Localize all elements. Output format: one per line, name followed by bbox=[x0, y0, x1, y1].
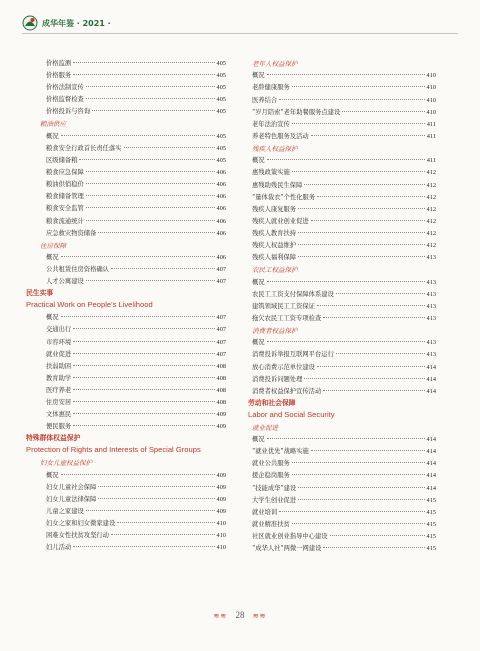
toc-entry bbox=[26, 167, 226, 179]
dot-leader bbox=[267, 341, 425, 342]
dot-leader bbox=[79, 159, 214, 160]
toc-entry-page: 411 bbox=[426, 132, 436, 140]
dot-leader bbox=[73, 74, 214, 75]
toc-entry-title: 教育助学 bbox=[46, 374, 72, 382]
toc-entry-title: 消费投诉举报互联网平台运行 bbox=[252, 351, 334, 359]
dot-leader bbox=[92, 110, 214, 111]
toc-entry bbox=[248, 82, 436, 94]
dot-leader bbox=[311, 220, 425, 221]
dot-leader bbox=[86, 207, 215, 208]
dot-leader bbox=[336, 293, 425, 294]
toc-entry-page: 408 bbox=[216, 362, 226, 370]
toc-entry-title: 公共租赁住房资格确认 bbox=[46, 266, 109, 274]
dot-leader bbox=[298, 232, 424, 233]
toc-entry-title: 价格法制宣传 bbox=[46, 84, 84, 92]
dot-leader bbox=[292, 474, 425, 475]
toc-entry-page: 412 bbox=[426, 217, 436, 225]
toc-entry-title: 粮油供俏稳价 bbox=[46, 181, 84, 189]
toc-entry-page: 411 bbox=[426, 120, 436, 128]
dot-leader bbox=[317, 366, 425, 367]
dot-leader bbox=[73, 365, 214, 366]
dot-leader bbox=[124, 147, 215, 148]
toc-entry bbox=[26, 530, 226, 542]
toc-entry bbox=[248, 192, 436, 204]
toc-entry bbox=[248, 180, 436, 192]
toc-entry-title: 市容环境 bbox=[46, 338, 72, 346]
toc-entry-title: 粮食储备管理 bbox=[46, 193, 84, 201]
toc-entry-page: 414 bbox=[426, 484, 436, 492]
toc-entry bbox=[26, 106, 226, 118]
dot-leader bbox=[61, 135, 215, 136]
toc-entry-title: 残疾人康复服务 bbox=[252, 205, 297, 213]
toc-entry bbox=[26, 385, 226, 397]
toc-entry-title: 粮食安全行政首长责任落实 bbox=[46, 144, 122, 152]
toc-entry-title: 概况 bbox=[252, 436, 265, 444]
toc-entry-title: “就业优先”战略实施 bbox=[252, 448, 309, 456]
dot-leader bbox=[267, 438, 425, 439]
subsection-title-migrant-workers: 农民工权益保护 bbox=[252, 266, 298, 275]
dot-leader bbox=[86, 171, 215, 172]
toc-entry-page: 414 bbox=[426, 387, 436, 395]
toc-entry bbox=[248, 543, 436, 555]
toc-entry-page: 412 bbox=[426, 181, 436, 189]
dot-leader bbox=[298, 208, 424, 209]
toc-entry-page: 406 bbox=[216, 193, 226, 201]
dot-leader bbox=[298, 499, 424, 500]
dot-leader bbox=[323, 317, 424, 318]
toc-entry bbox=[248, 374, 436, 386]
toc-entry bbox=[248, 204, 436, 216]
toc-entry-page: 406 bbox=[216, 169, 226, 177]
dot-leader bbox=[292, 123, 425, 124]
yearbook-logo-icon bbox=[22, 15, 38, 31]
dot-leader bbox=[267, 74, 425, 75]
toc-entry-page: 412 bbox=[426, 193, 436, 201]
page-header bbox=[22, 14, 111, 32]
section-title-labor-en: Labor and Social Security bbox=[248, 409, 335, 419]
toc-entry bbox=[248, 107, 436, 119]
dot-leader bbox=[86, 280, 215, 281]
toc-entry bbox=[248, 240, 436, 252]
toc-entry-title: 住房安居 bbox=[46, 399, 72, 407]
toc-entry-title: 概况 bbox=[46, 314, 59, 322]
toc-entry-title: 残疾人福利保障 bbox=[252, 254, 297, 262]
dot-leader bbox=[86, 195, 215, 196]
toc-entry bbox=[248, 470, 436, 482]
toc-entry-page: 410 bbox=[426, 84, 436, 92]
dot-leader bbox=[73, 328, 214, 329]
dot-leader bbox=[342, 111, 424, 112]
toc-entry-title: 交通出行 bbox=[46, 326, 72, 334]
toc-entry-page: 414 bbox=[426, 472, 436, 480]
toc-entry-title: 残疾人权益维护 bbox=[252, 242, 297, 249]
toc-entry-page: 409 bbox=[216, 471, 226, 479]
toc-entry bbox=[248, 131, 436, 143]
toc-entry-page: 410 bbox=[426, 108, 436, 116]
toc-entry-page: 405 bbox=[216, 108, 226, 116]
dot-leader bbox=[292, 462, 425, 463]
toc-entry-page: 407 bbox=[216, 266, 226, 274]
toc-entry bbox=[26, 421, 226, 433]
toc-entry-page: 405 bbox=[216, 132, 226, 140]
toc-entry-title: 医疗养老 bbox=[46, 386, 72, 394]
toc-entry bbox=[26, 191, 226, 203]
toc-entry-page: 407 bbox=[216, 350, 226, 358]
toc-entry bbox=[26, 70, 226, 82]
toc-entry bbox=[26, 179, 226, 191]
toc-entry bbox=[248, 386, 436, 398]
header-divider bbox=[22, 33, 458, 34]
toc-entry-page: 412 bbox=[426, 205, 436, 213]
toc-entry-page: 408 bbox=[216, 386, 226, 394]
dot-leader bbox=[317, 196, 424, 197]
toc-entry-title: 困难女性扶贫攻坚行动 bbox=[46, 532, 109, 540]
toc-entry-title: 农民工工资支付保障体系建设 bbox=[252, 290, 334, 298]
section-title-labor: 劳动和社会保障 bbox=[248, 398, 296, 407]
footer-ornament-left: ≋≋ bbox=[213, 612, 228, 620]
toc-entry bbox=[26, 349, 226, 361]
toc-entry-page: 405 bbox=[216, 157, 226, 165]
dot-leader bbox=[117, 522, 214, 523]
toc-entry-title: 粮食安全监管 bbox=[46, 205, 84, 213]
toc-entry bbox=[26, 131, 226, 143]
toc-entry-page: 406 bbox=[216, 181, 226, 189]
subsection-title-consumers: 消费者权益保护 bbox=[252, 326, 298, 335]
toc-entry-page: 406 bbox=[216, 205, 226, 213]
toc-entry-page: 413 bbox=[426, 302, 436, 310]
toc-entry bbox=[248, 228, 436, 240]
toc-entry-title: 放心消费示范单位建设 bbox=[252, 363, 315, 371]
toc-entry bbox=[248, 289, 436, 301]
toc-entry bbox=[248, 313, 436, 325]
toc-entry-title: 概况 bbox=[46, 254, 59, 262]
toc-entry-title: 概况 bbox=[252, 278, 265, 286]
toc-entry-page: 415 bbox=[426, 520, 436, 528]
toc-left-column bbox=[26, 58, 226, 554]
toc-entry-page: 415 bbox=[426, 532, 436, 540]
toc-entry-page: 408 bbox=[216, 374, 226, 382]
toc-entry bbox=[248, 434, 436, 446]
page-number: 28 bbox=[235, 610, 245, 620]
toc-entry-title: 妇女之家和妇女微家建设 bbox=[46, 520, 116, 528]
dot-leader bbox=[86, 220, 215, 221]
toc-entry bbox=[248, 446, 436, 458]
toc-entry-page: 405 bbox=[216, 72, 226, 80]
subsection-title-disabled: 残疾人权益保护 bbox=[252, 144, 298, 153]
toc-entry-page: 415 bbox=[426, 545, 436, 553]
toc-entry-page: 413 bbox=[426, 290, 436, 298]
toc-entry-page: 410 bbox=[426, 96, 436, 104]
header-title: 成华年鉴 · 2021 · bbox=[42, 18, 111, 28]
toc-entry-page: 410 bbox=[216, 544, 226, 552]
dot-leader bbox=[304, 184, 424, 185]
toc-entry bbox=[26, 216, 226, 228]
toc-entry bbox=[248, 349, 436, 361]
toc-entry bbox=[26, 264, 226, 276]
toc-entry-page: 411 bbox=[426, 157, 436, 165]
toc-entry bbox=[248, 119, 436, 131]
toc-entry-title: 残疾人就业创业促进 bbox=[252, 217, 309, 225]
toc-entry-title: 建筑领域民工工资保证 bbox=[252, 302, 315, 310]
toc-entry bbox=[26, 518, 226, 530]
toc-entry-page: 415 bbox=[426, 508, 436, 516]
toc-entry-title: 消费投诉问题处理 bbox=[252, 375, 303, 383]
toc-entry bbox=[26, 494, 226, 506]
toc-entry-title: 妇儿活动 bbox=[46, 544, 72, 552]
toc-entry-title: 老年法治宣传 bbox=[252, 120, 290, 128]
toc-entry-page: 406 bbox=[216, 254, 226, 262]
toc-entry bbox=[26, 409, 226, 421]
toc-entry-page: 409 bbox=[216, 495, 226, 503]
toc-entry-title: 概况 bbox=[46, 132, 59, 140]
section-title-livelihood: 民生实事 bbox=[26, 289, 54, 298]
toc-entry bbox=[26, 82, 226, 94]
dot-leader bbox=[311, 450, 425, 451]
toc-entry-title: 医养结合 bbox=[252, 96, 278, 104]
toc-entry-page: 409 bbox=[216, 483, 226, 491]
toc-entry-page: 409 bbox=[216, 411, 226, 419]
dot-leader bbox=[279, 99, 424, 100]
toc-entry-title: 残疾人教育扶持 bbox=[252, 229, 297, 237]
page-footer bbox=[0, 610, 480, 620]
section-title-livelihood-en: Practical Work on People's Livelihood bbox=[26, 300, 153, 310]
toc-entry-page: 413 bbox=[426, 254, 436, 262]
dot-leader bbox=[73, 377, 214, 378]
toc-entry-page: 412 bbox=[426, 242, 436, 249]
toc-entry bbox=[248, 337, 436, 349]
dot-leader bbox=[304, 378, 424, 379]
toc-entry bbox=[248, 95, 436, 107]
toc-entry-page: 410 bbox=[216, 532, 226, 540]
toc-entry bbox=[26, 397, 226, 409]
toc-entry-title: 养老特色服务及活动 bbox=[252, 132, 309, 140]
dot-leader bbox=[267, 159, 425, 160]
toc-entry-title: 价格投诉与咨询 bbox=[46, 108, 91, 116]
toc-entry bbox=[248, 252, 436, 264]
toc-entry bbox=[26, 203, 226, 215]
toc-entry-title: 就业公共服务 bbox=[252, 460, 290, 468]
toc-entry-page: 412 bbox=[426, 229, 436, 237]
dot-leader bbox=[61, 256, 215, 257]
toc-entry-title: 应急救灾物资储备 bbox=[46, 229, 97, 237]
toc-entry-page: 406 bbox=[216, 229, 226, 237]
toc-entry bbox=[248, 216, 436, 228]
toc-entry-title: 概况 bbox=[252, 157, 265, 165]
toc-entry bbox=[248, 458, 436, 470]
toc-entry-page: 410 bbox=[426, 72, 436, 80]
toc-entry bbox=[248, 70, 436, 82]
toc-entry bbox=[248, 155, 436, 167]
toc-entry-title: 惠残助残民生保障 bbox=[252, 181, 303, 189]
toc-entry bbox=[248, 362, 436, 374]
dot-leader bbox=[298, 244, 424, 245]
toc-entry-title: 扶弱助困 bbox=[46, 362, 72, 370]
dot-leader bbox=[86, 86, 215, 87]
subsection-title-women-children: 妇女儿童权益保护 bbox=[40, 459, 92, 468]
toc-entry-title: 大学生创业促进 bbox=[252, 496, 297, 504]
toc-entry-title: 就业促进 bbox=[46, 350, 72, 358]
toc-entry-title: 粮食流通统计 bbox=[46, 217, 84, 225]
toc-entry-title: 惠残政策实施 bbox=[252, 169, 290, 177]
dot-leader bbox=[98, 486, 214, 487]
dot-leader bbox=[73, 413, 214, 414]
toc-entry-title: 概况 bbox=[252, 339, 265, 347]
toc-entry-page: 412 bbox=[426, 169, 436, 177]
toc-entry-page: 405 bbox=[216, 84, 226, 92]
dot-leader bbox=[61, 474, 215, 475]
dot-leader bbox=[98, 498, 214, 499]
toc-entry-title: 就业精准扶贫 bbox=[252, 520, 290, 528]
subsection-title-employment: 就业促进 bbox=[252, 423, 278, 432]
toc-entry bbox=[248, 507, 436, 519]
toc-entry-title: “岁月陪索”老年助餐服务点建设 bbox=[252, 108, 341, 116]
toc-entry bbox=[248, 167, 436, 179]
dot-leader bbox=[86, 510, 215, 511]
dot-leader bbox=[298, 487, 424, 488]
toc-entry bbox=[26, 373, 226, 385]
dot-leader bbox=[311, 135, 425, 136]
toc-entry bbox=[248, 531, 436, 543]
toc-entry bbox=[26, 276, 226, 288]
subsection-title-elderly: 老年人权益保护 bbox=[252, 60, 298, 68]
toc-entry-title: 妇女儿童法律保障 bbox=[46, 495, 97, 503]
toc-entry-title: 消费者权益保护宣传活动 bbox=[252, 387, 322, 395]
toc-entry bbox=[248, 277, 436, 289]
toc-entry-page: 405 bbox=[216, 60, 226, 67]
toc-entry-page: 408 bbox=[216, 399, 226, 407]
toc-entry-title: “量体裁衣”个性化服务 bbox=[252, 193, 316, 201]
toc-entry-title: 价格监测 bbox=[46, 60, 72, 67]
toc-entry-title: 就业培训 bbox=[252, 508, 278, 516]
toc-entry bbox=[26, 337, 226, 349]
dot-leader bbox=[73, 62, 214, 63]
toc-entry-page: 414 bbox=[426, 375, 436, 383]
footer-ornament-right: ≋≋ bbox=[252, 612, 267, 620]
toc-entry-page: 409 bbox=[216, 423, 226, 431]
toc-entry bbox=[26, 58, 226, 70]
toc-entry-title: “技能成华”建设 bbox=[252, 484, 297, 492]
toc-entry-title: 社区就业创业指导中心建设 bbox=[252, 532, 328, 540]
toc-entry-title: “成华人社”两微一网建设 bbox=[252, 545, 322, 553]
toc-entry-title: 文体惠民 bbox=[46, 411, 72, 419]
toc-entry-title: 儿童之家建设 bbox=[46, 507, 84, 515]
toc-entry bbox=[248, 495, 436, 507]
toc-entry bbox=[26, 252, 226, 264]
toc-entry-title: 援企稳岗服务 bbox=[252, 472, 290, 480]
section-title-special-groups: 特殊群体权益保护 bbox=[26, 434, 81, 443]
toc-entry-page: 407 bbox=[216, 338, 226, 346]
toc-entry-page: 407 bbox=[216, 326, 226, 334]
dot-leader bbox=[292, 86, 425, 87]
dot-leader bbox=[73, 425, 214, 426]
toc-entry-page: 407 bbox=[216, 314, 226, 322]
toc-entry-page: 415 bbox=[426, 496, 436, 504]
toc-entry-page: 413 bbox=[426, 351, 436, 359]
dot-leader bbox=[292, 171, 425, 172]
toc-entry-title: 区级储备粮 bbox=[46, 157, 78, 165]
dot-leader bbox=[323, 547, 424, 548]
toc-entry-page: 414 bbox=[426, 363, 436, 371]
toc-entry-page: 414 bbox=[426, 448, 436, 456]
dot-leader bbox=[73, 341, 214, 342]
toc-entry-page: 413 bbox=[426, 278, 436, 286]
toc-entry-title: 妇女儿童社会保障 bbox=[46, 483, 97, 491]
dot-leader bbox=[317, 305, 425, 306]
toc-entry-title: 价格监督检查 bbox=[46, 96, 84, 104]
toc-entry bbox=[26, 542, 226, 554]
toc-entry bbox=[26, 155, 226, 167]
toc-entry-title: 人才公寓建设 bbox=[46, 278, 84, 286]
dot-leader bbox=[73, 401, 214, 402]
subsection-title-housing: 住房保障 bbox=[40, 241, 66, 250]
toc-entry bbox=[26, 361, 226, 373]
dot-leader bbox=[292, 523, 425, 524]
section-title-special-groups-en: Protection of Rights and Interests of Special Groups bbox=[26, 445, 201, 455]
toc-entry-title: 便民服务 bbox=[46, 423, 72, 431]
dot-leader bbox=[336, 353, 425, 354]
toc-entry-title: 概况 bbox=[252, 72, 265, 80]
dot-leader bbox=[61, 316, 215, 317]
toc-entry-title: 价格服务 bbox=[46, 72, 72, 80]
toc-entry-page: 407 bbox=[216, 278, 226, 286]
toc-entry-title: 拖欠农民工工资专项检查 bbox=[252, 314, 322, 322]
toc-entry-page: 410 bbox=[216, 520, 226, 528]
toc-entry bbox=[248, 301, 436, 313]
dot-leader bbox=[98, 232, 214, 233]
toc-entry-page: 413 bbox=[426, 314, 436, 322]
dot-leader bbox=[111, 534, 215, 535]
toc-entry-title: 概况 bbox=[46, 471, 59, 479]
dot-leader bbox=[73, 546, 214, 547]
dot-leader bbox=[73, 353, 214, 354]
toc-entry-page: 405 bbox=[216, 144, 226, 152]
toc-entry-title: 老龄健康服务 bbox=[252, 84, 290, 92]
toc-entry-page: 414 bbox=[426, 460, 436, 468]
toc-entry-page: 405 bbox=[216, 96, 226, 104]
toc-entry bbox=[26, 506, 226, 518]
toc-entry bbox=[26, 228, 226, 240]
toc-entry-page: 413 bbox=[426, 339, 436, 347]
toc-entry-page: 409 bbox=[216, 507, 226, 515]
dot-leader bbox=[279, 511, 424, 512]
dot-leader bbox=[111, 268, 215, 269]
toc-entry bbox=[26, 482, 226, 494]
toc-entry bbox=[26, 94, 226, 106]
dot-leader bbox=[86, 183, 215, 184]
toc-entry-page: 406 bbox=[216, 217, 226, 225]
toc-entry bbox=[248, 519, 436, 531]
toc-entry bbox=[26, 470, 226, 482]
toc-entry bbox=[26, 324, 226, 336]
dot-leader bbox=[298, 256, 424, 257]
dot-leader bbox=[323, 390, 424, 391]
toc-entry-page: 414 bbox=[426, 436, 436, 444]
toc-entry-title: 粮食应急保障 bbox=[46, 169, 84, 177]
toc-entry bbox=[26, 143, 226, 155]
dot-leader bbox=[86, 98, 215, 99]
dot-leader bbox=[73, 389, 214, 390]
dot-leader bbox=[330, 535, 425, 536]
toc-right-column bbox=[248, 58, 436, 555]
toc-entry bbox=[26, 312, 226, 324]
subsection-title-grain: 粮油供应 bbox=[40, 120, 66, 129]
dot-leader bbox=[267, 281, 425, 282]
toc-entry bbox=[248, 483, 436, 495]
